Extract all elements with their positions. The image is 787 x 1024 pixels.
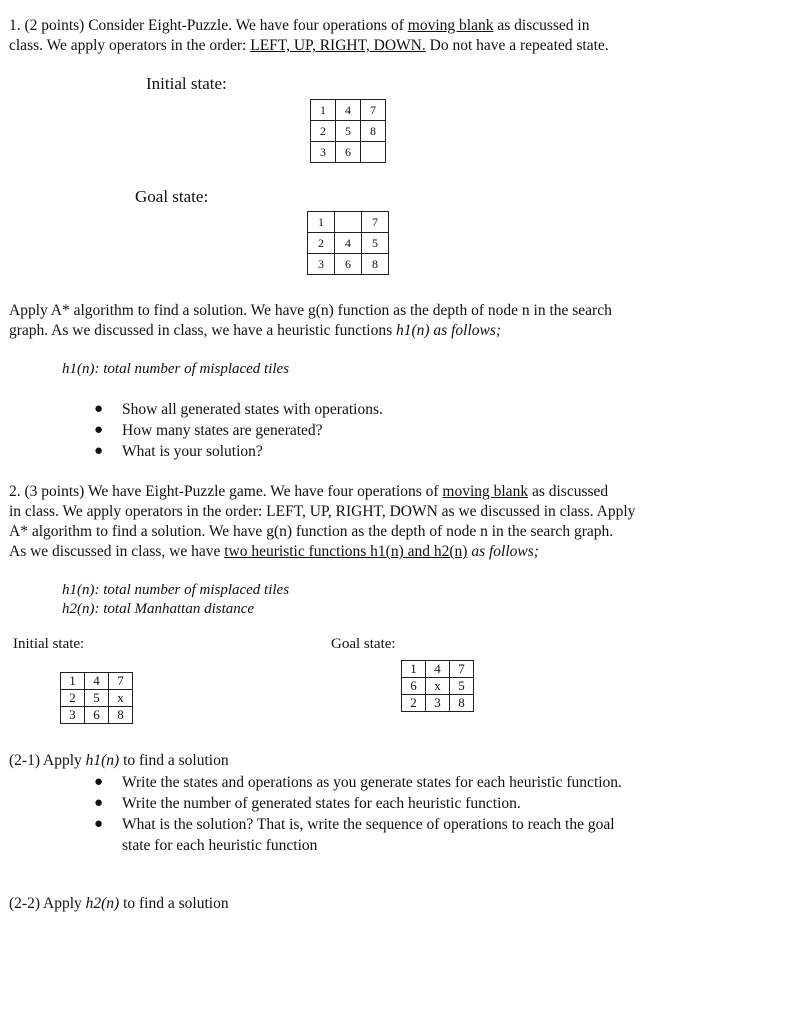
tile-blank	[335, 212, 362, 233]
q2-intro-line1	[9, 482, 608, 502]
tile: 6	[85, 707, 109, 724]
list-item	[94, 814, 622, 835]
q2-part2-h2: h2(n)	[85, 895, 120, 912]
q1-order-text: class. We apply operators in the order:	[9, 37, 251, 54]
q2-part1-h1: h1(n)	[85, 752, 120, 769]
tile: 3	[426, 695, 450, 712]
tile: 1	[61, 673, 85, 690]
bullet-text: How many states are generated?	[122, 422, 323, 439]
tile: 4	[85, 673, 109, 690]
q1-intro-text-end: as discussed in	[493, 17, 590, 34]
tile-blank: x	[109, 690, 133, 707]
tile-blank	[361, 142, 386, 163]
q2-part2-text: (2-2) Apply	[9, 895, 86, 912]
bullet-icon: ●	[94, 443, 104, 459]
q1-h1-definition: h1(n): total number of misplaced tiles	[62, 361, 290, 377]
tile: 3	[308, 254, 335, 275]
tile: 6	[336, 142, 361, 163]
bullet-icon: ●	[94, 795, 104, 811]
q2-initial-state-label: Initial state:	[13, 636, 85, 652]
q2-bullet-list	[94, 772, 622, 856]
bullet-icon: ●	[94, 816, 104, 832]
q2-goal-grid	[401, 660, 474, 712]
q2-intro-line3: A* algorithm to find a solution. We have g(n) function as the depth of node n in the search graph.	[9, 523, 614, 540]
q2-intro-text: 2. (3 points) We have Eight-Puzzle game. We have four operations of	[9, 483, 443, 500]
q1-h1-italic-ref: h1(n) as follows;	[395, 322, 502, 339]
tile: 1	[308, 212, 335, 233]
tile: 4	[335, 233, 362, 254]
bullet-text: Write the number of generated states for each heuristic function.	[122, 795, 521, 812]
bullet-icon: ●	[94, 401, 104, 417]
tile: 4	[426, 661, 450, 678]
q2-intro-line2: in class. We apply operators in the order: LEFT, UP, RIGHT, DOWN as we discussed in class. Apply	[9, 503, 636, 520]
q2-h2-definition: h2(n): total Manhattan distance	[62, 601, 255, 617]
q1-goal-grid	[307, 211, 389, 275]
tile: 8	[361, 121, 386, 142]
q1-initial-grid	[310, 99, 386, 163]
tile: 3	[61, 707, 85, 724]
tile: 8	[362, 254, 389, 275]
tile: 6	[335, 254, 362, 275]
q1-no-repeat-text: Do not have a repeated state.	[425, 37, 609, 54]
list-item	[94, 793, 622, 814]
q1-apply-line1: Apply A* algorithm to find a solution. We have g(n) function as the depth of node n in the search	[9, 302, 612, 319]
tile: 7	[362, 212, 389, 233]
tile: 2	[402, 695, 426, 712]
tile: 5	[85, 690, 109, 707]
q1-apply-line2	[9, 321, 501, 341]
tile: 1	[311, 100, 336, 121]
q1-intro-line2	[9, 36, 609, 56]
bullet-text: state for each heuristic function	[122, 837, 318, 854]
q2-part2-text-end: to find a solution	[119, 895, 229, 912]
q1-moving-blank-underlined: moving blank	[407, 17, 494, 34]
bullet-icon: ●	[94, 774, 104, 790]
tile: 5	[450, 678, 474, 695]
q2-two-heuristics-underlined: two heuristic functions h1(n) and h2(n)	[224, 543, 468, 560]
bullet-text: What is your solution?	[122, 443, 263, 460]
q2-moving-blank-underlined: moving blank	[442, 483, 529, 500]
tile: 4	[336, 100, 361, 121]
bullet-icon: ●	[94, 422, 104, 438]
q2-part1-heading	[9, 751, 229, 771]
q2-goal-state-label: Goal state:	[331, 636, 396, 652]
tile: 7	[109, 673, 133, 690]
tile: 2	[308, 233, 335, 254]
tile: 2	[311, 121, 336, 142]
q2-part1-text-end: to find a solution	[119, 752, 229, 769]
bullet-text: Write the states and operations as you generate states for each heuristic function.	[122, 774, 622, 791]
q2-part2-heading	[9, 894, 229, 914]
q2-as-follows: as follows;	[467, 543, 539, 560]
tile: 7	[450, 661, 474, 678]
tile: 5	[336, 121, 361, 142]
list-item	[94, 441, 383, 462]
q1-operator-order-underlined: LEFT, UP, RIGHT, DOWN.	[250, 37, 426, 54]
tile: 2	[61, 690, 85, 707]
tile: 8	[450, 695, 474, 712]
q1-intro-line1	[9, 16, 590, 36]
list-item-continuation	[122, 835, 622, 856]
list-item	[94, 420, 383, 441]
tile: 6	[402, 678, 426, 695]
tile: 7	[361, 100, 386, 121]
tile: 3	[311, 142, 336, 163]
q2-heuristics-text: As we discussed in class, we have	[9, 543, 225, 560]
bullet-text: Show all generated states with operations.	[122, 401, 383, 418]
tile: 5	[362, 233, 389, 254]
list-item	[94, 399, 383, 420]
list-item	[94, 772, 622, 793]
q1-goal-state-label: Goal state:	[135, 187, 209, 206]
bullet-text: What is the solution? That is, write the sequence of operations to reach the goal	[122, 816, 615, 833]
q2-h1-definition: h1(n): total number of misplaced tiles	[62, 582, 290, 598]
q2-intro-line4	[9, 542, 539, 562]
tile-blank: x	[426, 678, 450, 695]
q1-initial-state-label: Initial state:	[146, 74, 227, 93]
q2-part1-text: (2-1) Apply	[9, 752, 86, 769]
tile: 8	[109, 707, 133, 724]
q2-initial-grid	[60, 672, 133, 724]
q1-intro-text: 1. (2 points) Consider Eight-Puzzle. We have four operations of	[9, 17, 408, 34]
tile: 1	[402, 661, 426, 678]
q2-intro-text-end: as discussed	[528, 483, 609, 500]
q1-bullet-list	[94, 399, 383, 462]
q1-apply-text: graph. As we discussed in class, we have a heuristic functions	[9, 322, 396, 339]
